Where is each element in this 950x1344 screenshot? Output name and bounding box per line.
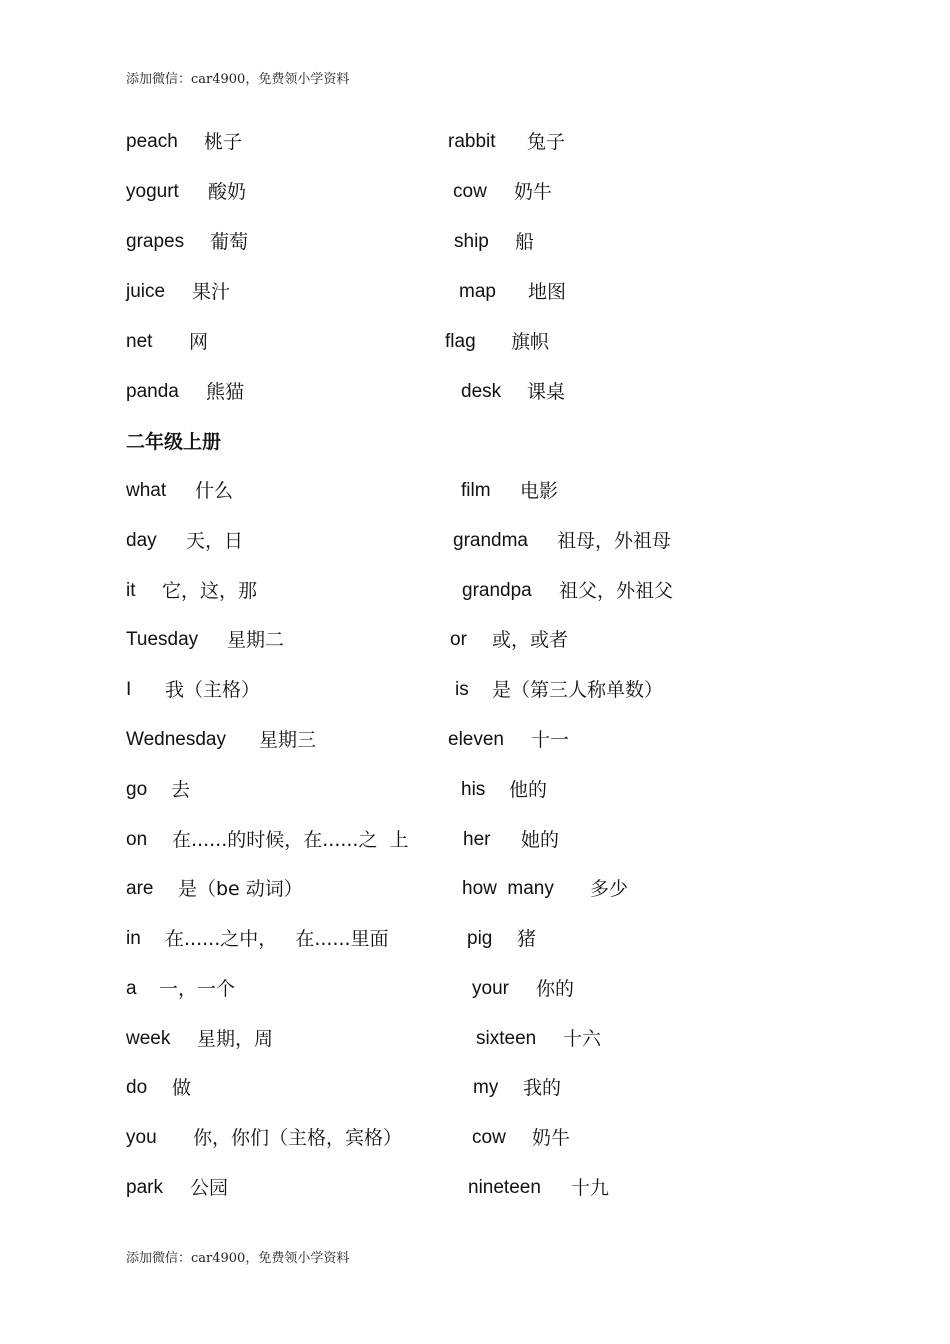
vocab-row xyxy=(0,1073,950,1103)
vocab-row xyxy=(0,1123,950,1153)
word-en: net xyxy=(126,331,153,352)
word-zh: 十六 xyxy=(563,1028,602,1050)
word-zh: 她的 xyxy=(521,829,560,851)
word-zh: 十一 xyxy=(531,729,570,751)
vocab-row xyxy=(0,177,950,207)
word-en: rabbit xyxy=(448,131,496,152)
vocab-row xyxy=(0,1173,950,1203)
section-title: 二年级上册 xyxy=(126,431,222,453)
word-zh: 你的 xyxy=(536,978,575,1000)
word-en: in xyxy=(126,928,141,949)
vocab-row xyxy=(0,725,950,755)
word-en: juice xyxy=(126,281,166,302)
word-zh: 星期三 xyxy=(259,729,317,751)
vocab-row xyxy=(0,476,950,506)
word-zh: 星期，周 xyxy=(197,1028,274,1050)
word-zh: 一，一个 xyxy=(159,978,236,1000)
word-en: eleven xyxy=(448,729,504,750)
word-zh: 公园 xyxy=(190,1177,229,1199)
word-en: is xyxy=(455,679,469,700)
vocab-row xyxy=(0,526,950,556)
word-zh: 我（主格） xyxy=(165,679,261,701)
word-zh: 它，这，那 xyxy=(162,580,258,602)
word-zh: 葡萄 xyxy=(210,231,249,253)
word-en: park xyxy=(126,1177,163,1198)
word-en: grapes xyxy=(126,231,185,252)
vocab-row xyxy=(0,1024,950,1054)
word-en: panda xyxy=(126,381,179,402)
word-zh: 去 xyxy=(171,779,191,801)
word-zh: 他的 xyxy=(509,779,548,801)
word-zh: 在......的时候，在......之 上 xyxy=(172,829,409,851)
vocab-row xyxy=(0,974,950,1004)
word-en: his xyxy=(461,779,486,800)
word-en: on xyxy=(126,829,148,850)
page-footer: 添加微信：car4900，免费领小学资料 xyxy=(126,1251,350,1266)
word-en: go xyxy=(126,779,148,800)
word-zh: 祖母，外祖母 xyxy=(557,530,672,552)
vocab-row xyxy=(0,775,950,805)
word-zh: 旗帜 xyxy=(511,331,550,353)
word-en: or xyxy=(450,629,467,650)
word-en: ship xyxy=(454,231,489,252)
vocab-row xyxy=(0,576,950,606)
vocab-row xyxy=(0,327,950,357)
word-zh: 星期二 xyxy=(227,629,285,651)
word-zh: 熊猫 xyxy=(206,381,245,403)
word-zh: 奶牛 xyxy=(532,1127,571,1149)
word-en: yogurt xyxy=(126,181,179,202)
word-en: Tuesday xyxy=(126,629,199,650)
word-en: cow xyxy=(453,181,487,202)
word-en: a xyxy=(126,978,137,999)
word-en: peach xyxy=(126,131,178,152)
word-zh: 奶牛 xyxy=(514,181,553,203)
word-en: Wednesday xyxy=(126,729,226,750)
word-zh: 做 xyxy=(172,1077,192,1099)
word-en: what xyxy=(126,480,167,501)
word-zh: 天，日 xyxy=(186,530,244,552)
word-en: how many xyxy=(462,878,554,899)
word-en: desk xyxy=(461,381,502,402)
word-en: you xyxy=(126,1127,157,1148)
word-zh: 是（第三人称单数） xyxy=(492,679,664,701)
word-zh: 多少 xyxy=(590,878,629,900)
word-zh: 祖父，外祖父 xyxy=(559,580,674,602)
word-en: her xyxy=(463,829,491,850)
word-zh: 桃子 xyxy=(204,131,243,153)
word-zh: 我的 xyxy=(523,1077,562,1099)
word-zh: 课桌 xyxy=(527,381,566,403)
vocab-row xyxy=(0,625,950,655)
word-en: your xyxy=(472,978,509,999)
word-en: my xyxy=(473,1077,499,1098)
word-zh: 果汁 xyxy=(192,281,231,303)
word-en: I xyxy=(126,679,132,700)
word-en: nineteen xyxy=(468,1177,541,1198)
word-en: week xyxy=(126,1028,171,1049)
word-zh: 是（be 动词） xyxy=(178,878,303,900)
word-en: sixteen xyxy=(476,1028,537,1049)
vocab-row xyxy=(0,227,950,257)
word-en: do xyxy=(126,1077,148,1098)
word-en: grandpa xyxy=(462,580,532,601)
vocab-row xyxy=(0,825,950,855)
word-zh: 在......之中， 在......里面 xyxy=(165,928,389,950)
word-zh: 兔子 xyxy=(527,131,566,153)
word-zh: 什么 xyxy=(195,480,234,502)
word-zh: 或，或者 xyxy=(492,629,569,651)
word-en: pig xyxy=(467,928,493,949)
word-en: map xyxy=(459,281,496,302)
word-en: day xyxy=(126,530,157,551)
word-en: it xyxy=(126,580,136,601)
word-zh: 电影 xyxy=(520,480,559,502)
word-en: cow xyxy=(472,1127,506,1148)
word-zh: 猪 xyxy=(517,928,537,950)
word-zh: 船 xyxy=(515,231,535,253)
word-en: flag xyxy=(445,331,476,352)
word-en: are xyxy=(126,878,154,899)
word-zh: 酸奶 xyxy=(208,181,247,203)
word-en: film xyxy=(461,480,491,501)
page-header: 添加微信：car4900，免费领小学资料 xyxy=(126,72,350,87)
vocab-row xyxy=(0,675,950,705)
vocab-row xyxy=(0,127,950,157)
vocab-row xyxy=(0,924,950,954)
word-zh: 网 xyxy=(189,331,209,353)
vocab-row xyxy=(0,277,950,307)
word-zh: 十九 xyxy=(571,1177,610,1199)
vocab-row xyxy=(0,874,950,904)
vocab-row xyxy=(0,377,950,407)
word-zh: 你，你们（主格，宾格） xyxy=(193,1127,403,1149)
word-en: grandma xyxy=(453,530,528,551)
word-zh: 地图 xyxy=(528,281,567,303)
